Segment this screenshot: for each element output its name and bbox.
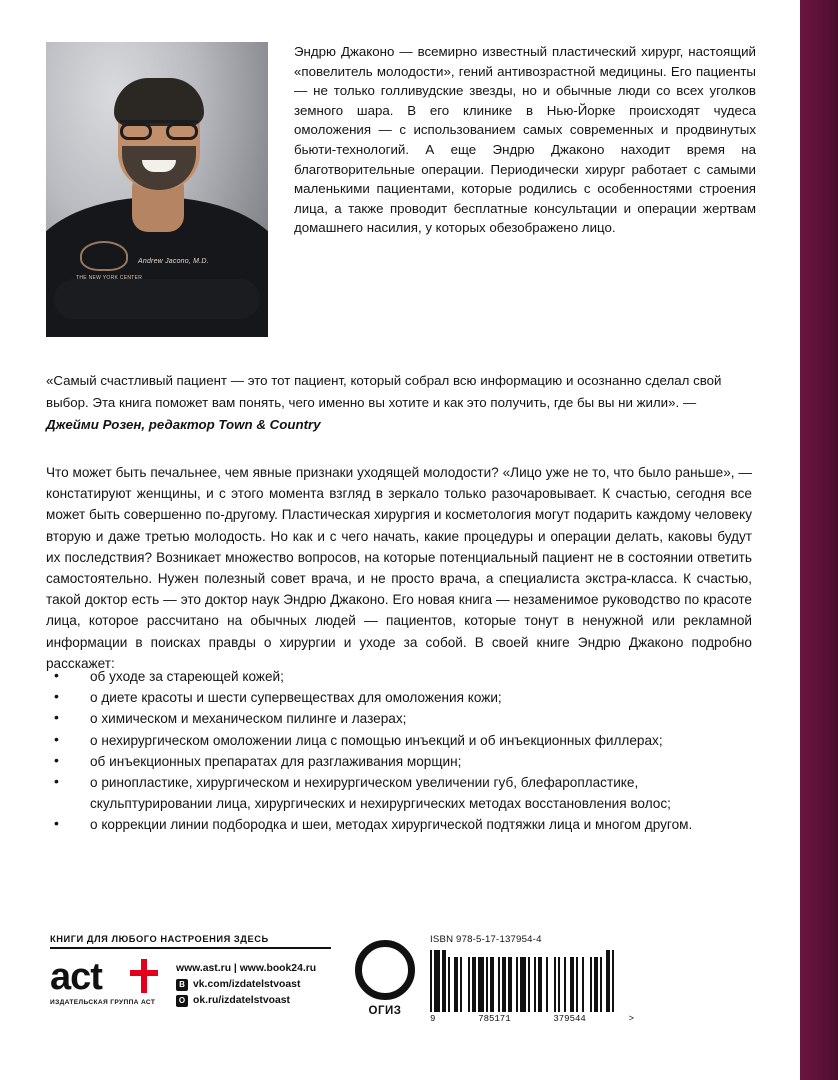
barcode-digits: [430, 1014, 634, 1024]
publisher-links: [176, 957, 316, 1009]
barcode-digit-end: >: [628, 1014, 634, 1024]
description-text: [46, 462, 752, 674]
barcode-digit-left: 9: [430, 1014, 436, 1024]
publisher-ok-link[interactable]: ok.ru/izdatelstvoast: [193, 995, 291, 1006]
cover-spine: [800, 0, 838, 1080]
ogiz-label: ОГИЗ: [368, 1005, 402, 1017]
site-link-row[interactable]: [176, 961, 316, 977]
clinic-logo-text: THE NEW YORK CENTER: [76, 275, 143, 281]
divider: [50, 947, 331, 949]
vk-link-row[interactable]: [176, 977, 316, 993]
cover-footer: [0, 934, 800, 1044]
publisher-vk-link[interactable]: vk.com/izdatelstvoast: [193, 979, 301, 990]
pull-quote-text: «Самый счастливый пациент — это тот пациент, который собрал всю информацию и осознанно сделал свой выбор. Эта книга поможет вам понять, чего именно вы хотите и как это получить, где бы вы ни жили». —: [46, 373, 722, 410]
list-item: • о нехирургическом омоложении лица с помощью инъекций и об инъекционных филлерах;: [46, 730, 752, 751]
publisher-block: [50, 934, 340, 1009]
list-item: • о диете красоты и шести супервеществах для омоложения кожи;: [46, 687, 752, 708]
author-intro-paragraph: Эндрю Джаконо — всемирно известный пластический хирург, настоящий «повелитель молодости», гений антивозрастной медицины. Его пациенты — не только голливудские звезды, но и обычные люди со всех уголков земного шара. В его клинике в Нью-Йорке происходят чудеса омоложения — с использованием самых современных и продвинутых бьюти-технологий. А еще Эндрю Джаконо находит время на благотворительные операции. Периодически хирург работает с самыми маленькими пациентами, которые родились с особенностями строения лица, а также проводит бесплатные консультации и операции жертвам домашнего насилия, у которых обезображено лицо.: [294, 44, 756, 236]
publisher-site-link[interactable]: www.ast.ru | www.book24.ru: [176, 963, 317, 974]
ogiz-ring-icon: [355, 940, 415, 1000]
description-paragraph: Что может быть печальнее, чем явные признаки уходящей молодости? «Лицо уже не то, что было раньше», — констатируют женщины, и с этого момента взгляд в зеркало только разочаровывает. К счастью, сегодня все может быть совершенно по-другому. Пластическая хирургия и косметология могут подарить каждому человеку вторую и даже третью молодость. Но как и с чего начать, какие процедуры и операции делать, каковы будут их последствия? Возникает множество вопросов, на которые потенциальный пациент не в состоянии ответить самостоятельно. Нужен полезный совет врача, и не просто врача, а специалиста экстра-класса. К счастью, такой доктор есть — это доктор наук Эндрю Джаконо. Его новая книга — незаменимое руководство по красоте лица, которое рассчитано на обычных людей — пациентов, которые тонут в ненужной или рекламной информации в поисках правды о хирургии и уходе за собой. В своей книге Эндрю Джаконо подробно расскажет:: [46, 465, 752, 671]
list-item: • о химическом и механическом пилинге и лазерах;: [46, 708, 752, 729]
barcode-bar: [614, 950, 616, 1012]
author-portrait: [46, 42, 268, 337]
list-item: • об инъекционных препаратах для разглаживания морщин;: [46, 751, 752, 772]
publisher-tagline: КНИГИ ДЛЯ ЛЮБОГО НАСТРОЕНИЯ ЗДЕСЬ: [50, 934, 269, 944]
barcode-digit-main: 785171: [478, 1014, 511, 1024]
list-item: • об уходе за стареющей кожей;: [46, 666, 752, 687]
author-intro-text: [294, 42, 756, 238]
portrait-crossed-arms: [54, 279, 260, 319]
portrait-hair: [114, 78, 204, 126]
ast-cross-icon: [128, 959, 160, 993]
list-item: • о коррекции линии подбородка и шеи, методах хирургической подтяжки лица и многом другом.: [46, 814, 752, 835]
vk-icon: B: [176, 979, 188, 991]
author-intro-block: [46, 42, 756, 337]
ast-logo-word: act: [50, 956, 102, 998]
barcode-digit-right: 379544: [553, 1014, 586, 1024]
barcode: [430, 950, 616, 1012]
portrait-glasses: [120, 120, 198, 138]
topics-list: [46, 666, 752, 836]
coat-embroidery-text: Andrew Jacono, M.D.: [138, 258, 209, 265]
pull-quote-attribution: Джейми Розен, редактор Town & Country: [46, 417, 321, 432]
isbn-text: ISBN 978-5-17-137954-4: [430, 934, 542, 945]
list-item: • о ринопластике, хирургическом и нехирургическом увеличении губ, блефаропластике, скульптурировании лица, хирургических и нехирургических методах восстановления волос;: [46, 772, 752, 814]
clinic-logo-icon: [80, 241, 128, 271]
ok-icon: O: [176, 995, 188, 1007]
ok-link-row[interactable]: [176, 993, 316, 1009]
ogiz-logo: [352, 940, 418, 1017]
publisher-main: [50, 957, 340, 1009]
ast-logo: [50, 957, 162, 1006]
ast-logo-subtitle: ИЗДАТЕЛЬСКАЯ ГРУППА АСТ: [50, 999, 156, 1006]
pull-quote: [46, 370, 746, 436]
isbn-block: [430, 934, 670, 1024]
